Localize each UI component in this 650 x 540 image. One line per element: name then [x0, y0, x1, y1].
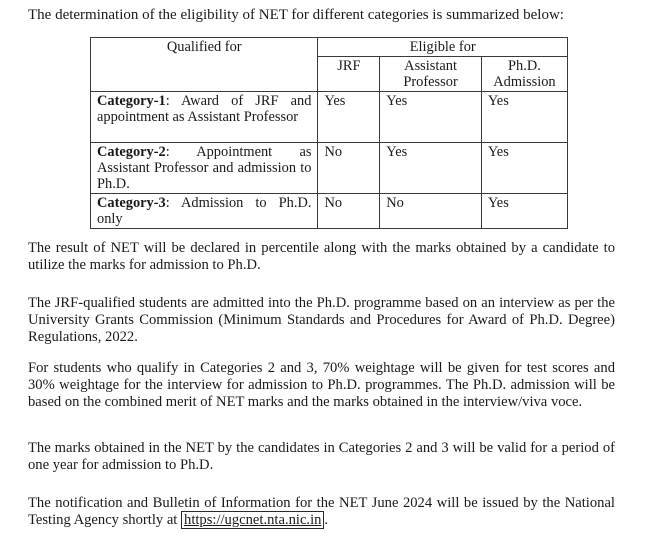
category-cell [91, 143, 318, 194]
table-row [91, 194, 568, 229]
jrf-cell: No [318, 194, 380, 229]
notification-paragraph [28, 495, 615, 529]
notification-text: The notification and Bulletin of Information for the NET June 2024 will be issued by the National Testing Agency shortly at [28, 495, 615, 528]
notification-period: . [324, 512, 329, 528]
category-description: : Award of JRF and appointment as Assistant Professor [97, 93, 312, 125]
table-header-row [91, 38, 568, 57]
qualified-for-header: Qualified for [91, 38, 318, 92]
category-label: Category-1 [97, 93, 166, 109]
assistant-professor-cell: No [380, 194, 482, 229]
table-row [91, 92, 568, 143]
eligibility-table [90, 37, 568, 229]
category-cell [91, 92, 318, 143]
column-header-assistant-professor: Assistant Professor [380, 57, 482, 92]
category-description: : Admission to Ph.D. only [97, 195, 312, 227]
jrf-admission-paragraph: The JRF-qualified students are admitted into the Ph.D. programme based on an interview as per the University Grants Commission (Minimum Standards and Procedures for Award of Ph.D. Degree) Regulations, 2022. [28, 295, 615, 345]
category-description: : Appointment as Assistant Professor and admission to Ph.D. [97, 144, 312, 192]
column-header-jrf: JRF [318, 57, 380, 92]
ugcnet-link[interactable]: https://ugcnet.nta.nic.in [181, 511, 324, 529]
weightage-paragraph: For students who qualify in Categories 2 and 3, 70% weightage will be given for test scores and 30% weightage for the interview for admission to Ph.D. programmes. The Ph.D. admission will be based on the combined merit of NET marks and the marks obtained in the interview/viva voce. [28, 360, 615, 410]
category-label: Category-2 [97, 144, 166, 160]
category-label: Category-3 [97, 195, 166, 211]
phd-admission-cell: Yes [481, 143, 567, 194]
intro-text: The determination of the eligibility of NET for different categories is summarized below: [28, 7, 564, 23]
eligible-for-header: Eligible for [318, 38, 568, 57]
phd-admission-cell: Yes [481, 194, 567, 229]
result-paragraph: The result of NET will be declared in percentile along with the marks obtained by a candidate to utilize the marks for admission to Ph.D. [28, 240, 615, 273]
jrf-cell: No [318, 143, 380, 194]
jrf-cell: Yes [318, 92, 380, 143]
phd-admission-cell: Yes [481, 92, 567, 143]
table-row [91, 143, 568, 194]
validity-paragraph: The marks obtained in the NET by the candidates in Categories 2 and 3 will be valid for a period of one year for admission to Ph.D. [28, 440, 615, 473]
column-header-phd-admission: Ph.D. Admission [481, 57, 567, 92]
category-cell [91, 194, 318, 229]
assistant-professor-cell: Yes [380, 143, 482, 194]
assistant-professor-cell: Yes [380, 92, 482, 143]
